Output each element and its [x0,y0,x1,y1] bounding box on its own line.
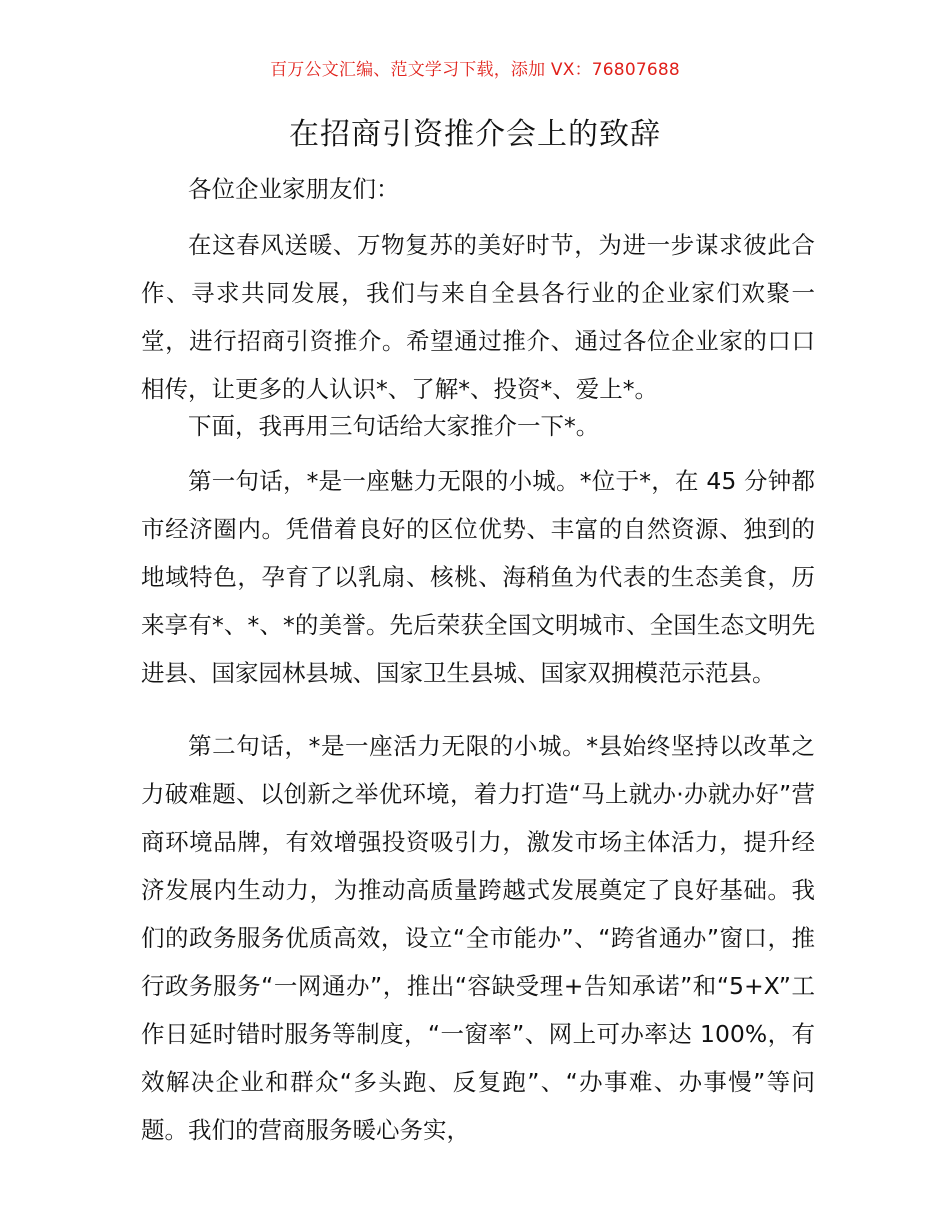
paragraph-transition: 下面，我再用三句话给大家推介一下*。 [188,412,600,440]
paragraph-second-point: 第二句话，*是一座活力无限的小城。*县始终坚持以改革之力破难题、以创新之举优环境，着力打造“马上就办·办就办好”营商环境品牌，有效增强投资吸引力，激发市场主体活力，提升经济发展内生动力，为推动高质量跨越式发展奠定了良好基础。我们的政务服务优质高效，设立“全市能办”、“跨省通办”窗口，推行政务服务“一网通办”，推出“容缺受理+告知承诺”和“5+X”工作日延时错时服务等制度，“一窗率”、网上可办率达 100%，有效解决企业和群众“多头跑、反复跑”、“办事难、办事慢”等问题。我们的营商服务暖心务实， [141,732,815,1144]
salutation: 各位企业家朋友们： [188,175,400,203]
document-title: 在招商引资推介会上的致辞 [289,117,661,152]
watermark-header: 百万公文汇编、范文学习下载，添加 VX：76807688 [270,60,680,80]
paragraph-intro: 在这春风送暖、万物复苏的美好时节，为进一步谋求彼此合作、寻求共同发展，我们与来自全县各行业的企业家们欢聚一堂，进行招商引资推介。希望通过推介、通过各位企业家的口口相传，让更多的人认识*、了解*、投资*、爱上*。 [141,231,815,403]
paragraph-first-point: 第一句话，*是一座魅力无限的小城。*位于*，在 45 分钟都市经济圈内。凭借着良好的区位优势、丰富的自然资源、独到的地域特色，孕育了以乳扇、核桃、海稍鱼为代表的生态美食，历来享有*、*、*的美誉。先后荣获全国文明城市、全国生态文明先进县、国家园林县城、国家卫生县城、国家双拥模范示范县。 [141,467,815,687]
